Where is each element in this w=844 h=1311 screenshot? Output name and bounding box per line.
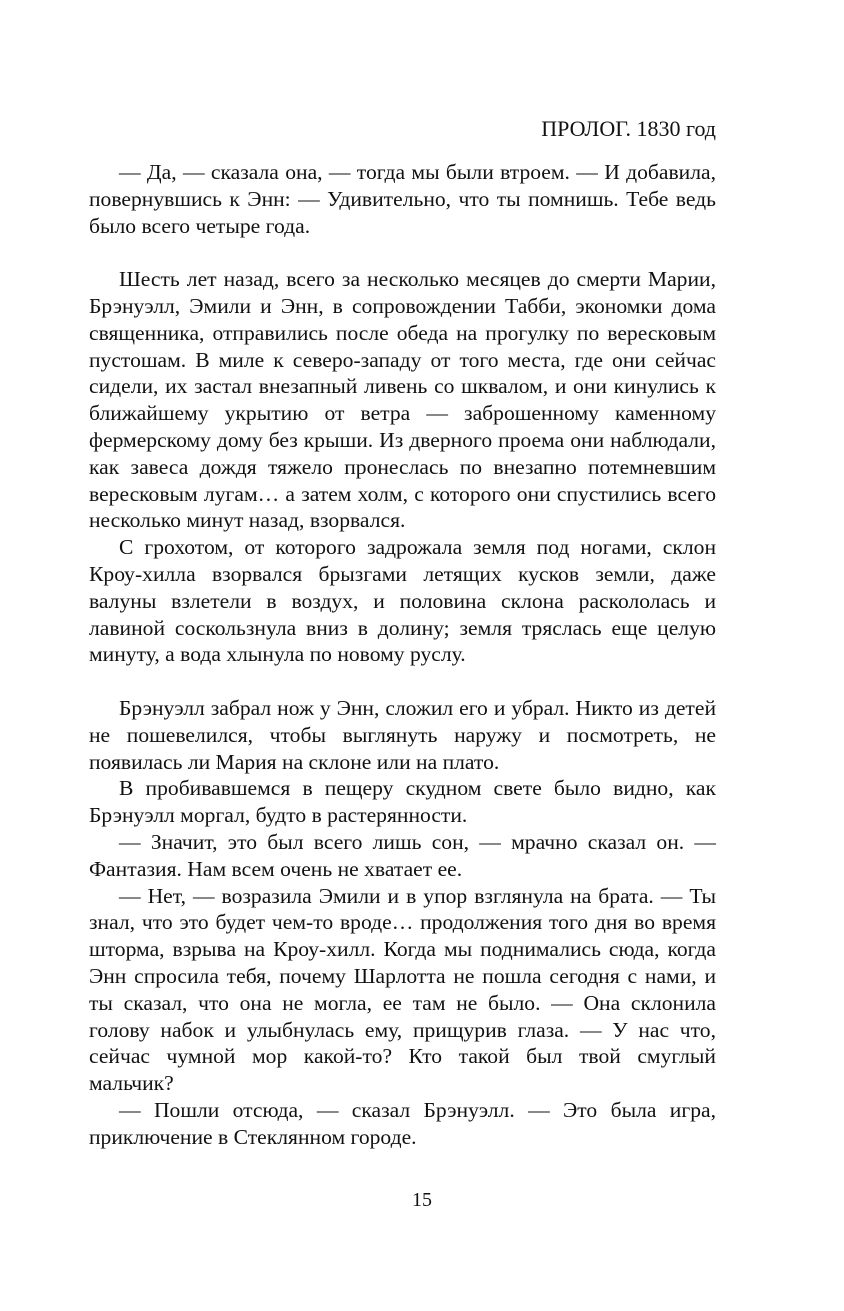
paragraph: — Да, — сказала она, — тогда мы были втроем. — И добавила, повернувшись к Энн: — Удивительно, что ты помнишь. Тебе ведь было всего четыре года. [89, 160, 716, 238]
running-head: ПРОЛОГ. 1830 год [541, 116, 716, 141]
paragraph: — Нет, — возразила Эмили и в упор взглянула на брата. — Ты знал, что это будет чем-то вроде… продолжения того дня во время шторма, взрыва на Кроу-хилл. Когда мы поднимались сюда, когда Энн спросила тебя, почему Шарлотта не пошла сегодня с нами, и ты сказал, что она не могла, ее там не было. — Она склонила голову набок и улыбнулась ему, прищурив глаза. — У нас что, сейчас чумной мор какой-то? Кто такой был твой смуглый мальчик? [89, 883, 716, 1096]
paragraph: — Пошли отсюда, — сказал Брэнуэлл. — Это была игра, приключение в Стеклянном городе. [89, 1097, 716, 1149]
body-text [89, 159, 716, 1150]
paragraph: Брэнуэлл забрал нож у Энн, сложил его и убрал. Никто из детей не пошевелился, чтобы выглянуть наружу и посмотреть, не появилась ли Мария на склоне или на плато. [89, 695, 716, 774]
paragraph: Шесть лет назад, всего за несколько месяцев до смерти Марии, Брэнуэлл, Эмили и Энн, в сопровождении Табби, экономки дома священника, отправились после обеда на прогулку по вересковым пустошам. В миле к северо-западу от того места, где они сейчас сидели, их застал внезапный ливень со шквалом, и они кинулись к ближайшему укрытию от ветра — заброшенному каменному фермерскому дому без крыши. Из дверного проема они наблюдали, как завеса дождя тяжело пронеслась по внезапно потемневшим вересковым лугам… а затем холм, с которого они спустились всего несколько минут назад, взорвался. [89, 267, 716, 533]
paragraph: — Значит, это был всего лишь сон, — мрачно сказал он. — Фантазия. Нам всем очень не хватает ее. [89, 829, 716, 881]
page-number: 15 [412, 1189, 432, 1211]
paragraph: В пробивавшемся в пещеру скудном свете было видно, как Брэнуэлл моргал, будто в растерянности. [89, 776, 716, 828]
paragraph: С грохотом, от которого задрожала земля под ногами, склон Кроу-хилла взорвался брызгами летящих кусков земли, даже валуны взлетели в воздух, и половина склона раскололась и лавиной соскользнула вниз в долину; земля тряслась еще целую минуту, а вода хлынула по новому руслу. [89, 535, 716, 667]
